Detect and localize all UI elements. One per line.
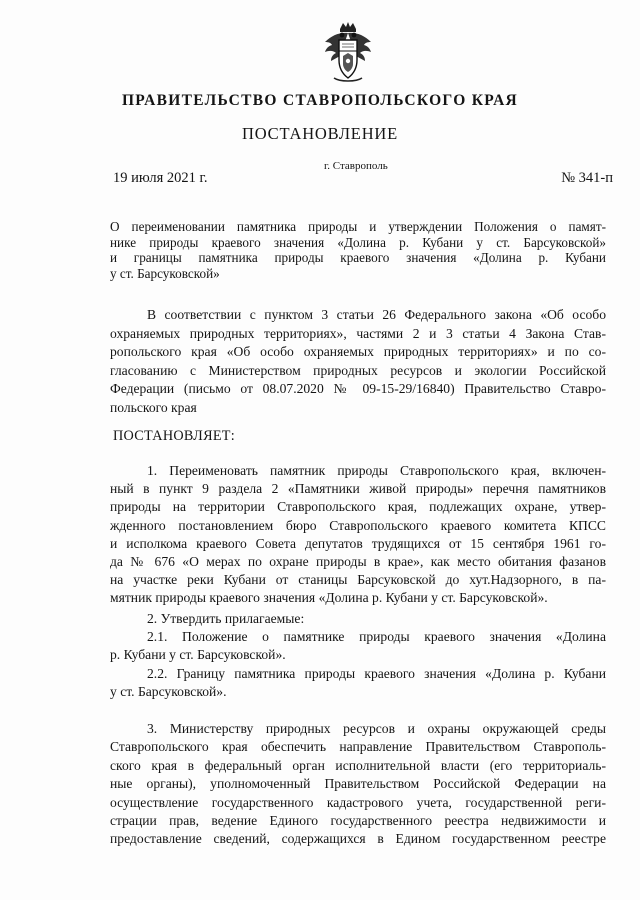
decree-heading: ПОСТАНОВЛЯЕТ: <box>113 428 236 444</box>
document-subject <box>110 219 606 281</box>
item-2-line: 2.2. Границу памятника природы краевого значения «Долина р. Кубани <box>147 665 606 681</box>
item-3-line: Ставропольского края обеспечить направление Правительством Ставрополь- <box>110 739 606 755</box>
item-1-line: жденного постановлением бюро Ставропольского краевого комитета КПСС <box>110 517 606 533</box>
document-city: г. Ставрополь <box>324 160 388 172</box>
coat-of-arms-icon <box>322 20 374 84</box>
preamble-paragraph <box>110 306 606 418</box>
preamble-line: охраняемых природных территориях», частями 2 и 3 статьи 4 Закона Став- <box>110 325 606 341</box>
preamble-line: Федерации (письмо от 08.07.2020 № 09-15-29/16840) Правительство Ставро- <box>110 381 606 397</box>
government-title: ПРАВИТЕЛЬСТВО СТАВРОПОЛЬСКОГО КРАЯ <box>121 92 519 109</box>
item-1-line: на участке реки Кубани от станицы Барсуковской до хут.Надзорного, в па- <box>110 572 606 588</box>
item-1-line: 1. Переименовать памятник природы Ставропольского края, включен- <box>147 463 606 478</box>
item-1-line: природы на территории Ставропольского края, подлежащих охране, утвер- <box>110 499 606 515</box>
item-1-paragraph <box>110 462 606 608</box>
preamble-line: гласованию с Министерством природных ресурсов и экологии Российской <box>110 362 606 378</box>
subject-line: О переименовании памятника природы и утверждении Положения о памят- <box>110 219 606 234</box>
item-3-line: ского края в федеральный орган исполнительной власти (его территориаль- <box>110 757 606 773</box>
document-number: № 341-п <box>561 170 613 186</box>
item-2-paragraph <box>110 610 606 701</box>
document-date: 19 июля 2021 г. <box>113 170 208 186</box>
item-3-line: 3. Министерству природных ресурсов и охраны окружающей среды <box>147 721 606 736</box>
preamble-line: ропольского края «Об особо охраняемых природных территориях» и по со- <box>110 344 606 360</box>
subject-line: у ст. Барсуковской» <box>110 265 220 281</box>
item-2-line: 2.1. Положение о памятнике природы краевого значения «Долина <box>147 629 606 645</box>
item-2-line: р. Кубани у ст. Барсуковской». <box>110 647 286 663</box>
item-2-line: 2. Утвердить прилагаемые: <box>147 611 305 626</box>
preamble-line: польского края <box>110 399 197 415</box>
subject-line: нике природы краевого значения «Долина р. Кубани у ст. Барсуковской» <box>110 234 606 250</box>
item-3-line: осуществление государственного кадастрового учета, государственной реги- <box>110 794 606 810</box>
item-3-line: ные органы), уполномоченный Правительством Российской Федерации на <box>110 776 606 792</box>
item-1-line: ный в пункт 9 раздела 2 «Памятники живой природы» перечня памятников <box>110 481 606 497</box>
item-3-line: страции прав, ведение Единого государственного реестра недвижимости и <box>110 813 606 829</box>
document-type: ПОСТАНОВЛЕНИЕ <box>242 124 398 143</box>
subject-line: и границы памятника природы краевого значения «Долина р. Кубани <box>110 250 606 266</box>
preamble-line: В соответствии с пунктом 3 статьи 26 Федерального закона «Об особо <box>147 307 606 322</box>
item-1-line: мятник природы краевого значения «Долина р. Кубани у ст. Барсуковской». <box>110 590 548 606</box>
item-2-line: у ст. Барсуковской». <box>110 683 227 699</box>
item-1-line: да № 676 «О мерах по охране природы в крае», как место обитания фазанов <box>110 554 606 570</box>
item-1-line: и исполкома краевого Совета депутатов трудящихся от 15 сентября 1961 го- <box>110 535 606 551</box>
item-3-paragraph <box>110 720 606 849</box>
item-3-line: предоставление сведений, содержащихся в Едином государственном реестре <box>110 831 606 847</box>
